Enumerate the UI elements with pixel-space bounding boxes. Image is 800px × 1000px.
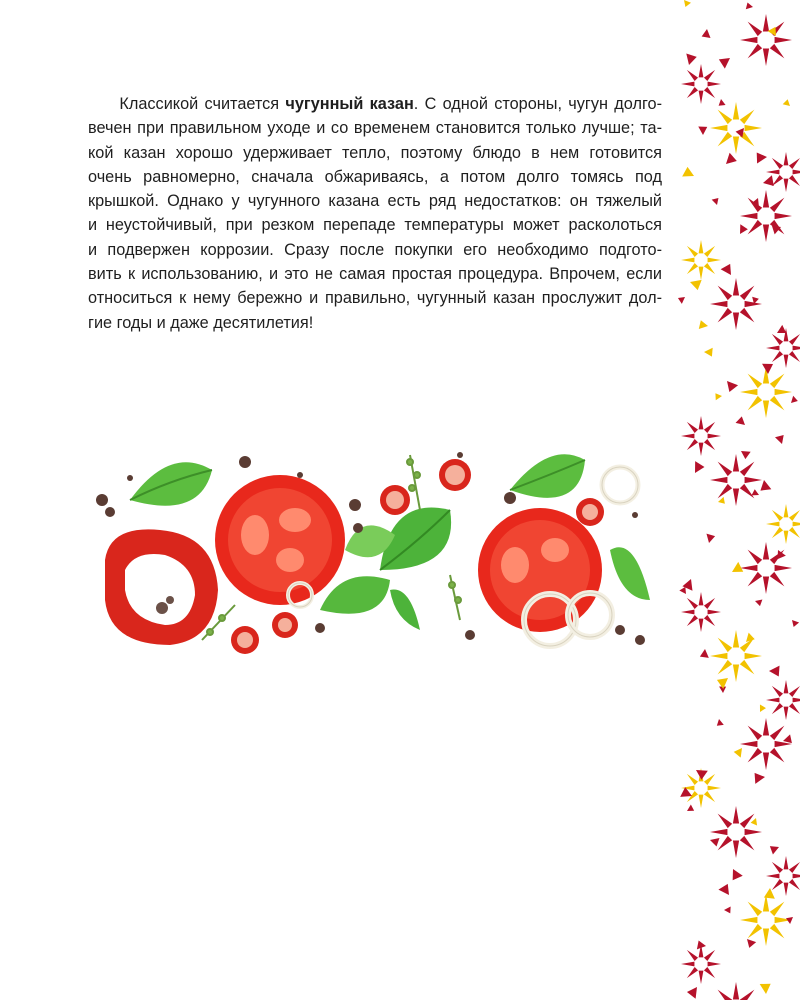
ornament-shard	[684, 0, 691, 7]
ornament-star-icon	[766, 680, 800, 720]
ornament-shard	[763, 173, 778, 188]
text-line-2: вечен при правильном уходе и со временем становится только лучше; та-	[88, 119, 662, 138]
ornament-shard	[762, 888, 778, 904]
ornament-star-icon	[740, 190, 792, 242]
ornament-shard	[695, 319, 708, 332]
text-line-6: и неустойчивый, при резком перепаде температуры может расколоться	[88, 216, 662, 235]
ornament-shard	[774, 432, 786, 444]
ornament-shard	[741, 448, 752, 459]
text-line-10: гие годы и даже десятилетия!	[88, 313, 314, 332]
ornament-shard	[704, 530, 717, 543]
ornament-shard	[679, 166, 694, 181]
ornament-shard	[752, 151, 767, 166]
ornament-star-icon	[766, 328, 800, 368]
ornament-shard	[693, 939, 706, 952]
ornament-star-icon	[740, 718, 792, 770]
ornament-star-icon	[681, 416, 721, 456]
ornament-shard	[755, 597, 765, 607]
ornament-shard	[759, 359, 774, 374]
ornament-star-icon	[681, 592, 721, 632]
tomato-slice-icon	[478, 508, 602, 632]
text-line-3: кой казан хорошо удерживает тепло, поэтому блюдо в нем готовится	[88, 143, 662, 162]
ornament-star-icon	[766, 856, 800, 896]
ornament-star-icon	[710, 806, 762, 858]
ornament-shard	[743, 2, 753, 12]
text-line-7: и подвержен коррозии. Сразу после покупки его необходимо подгото-	[88, 240, 662, 259]
ornament-shard	[687, 804, 695, 812]
ornament-star-icon	[740, 366, 792, 418]
ornament-shard	[792, 620, 799, 627]
ornament-shard	[718, 883, 730, 895]
ornament-shard	[757, 703, 766, 712]
text-line-9: относиться к нему бережно и правильно, чугунный казан прослужит дол-	[88, 289, 662, 308]
highlighted-term: чугунный казан	[285, 95, 414, 113]
ornament-shard	[700, 29, 713, 42]
text-line-8: вить к использованию, и это не самая простая процедура. Впрочем, если	[88, 265, 662, 284]
ornament-star-icon	[710, 454, 762, 506]
ornament-shard	[716, 719, 726, 729]
ornament-shard	[782, 99, 790, 107]
ornament-shard	[731, 869, 744, 882]
basil-leaf-icon	[320, 576, 390, 614]
ornament-star-icon	[681, 944, 721, 984]
ornament-shard	[690, 276, 705, 291]
text-run: . С одной стороны, чугун долго-	[413, 95, 663, 113]
decorative-ornament-border	[676, 0, 800, 1000]
text-line-5: крышкой. Однако у чугунного казана есть ряд недостатков: он тяжелый	[88, 192, 662, 211]
ornament-shard	[718, 57, 730, 69]
text-line-1	[88, 92, 662, 116]
ornament-shard	[696, 767, 710, 781]
ornament-shard	[686, 987, 699, 1000]
ornament-shard	[733, 748, 744, 759]
ornament-shard	[710, 835, 722, 847]
ornament-shard	[720, 263, 732, 275]
ornament-star-icon	[710, 278, 762, 330]
ornament-shard	[759, 480, 774, 495]
ornament-shard	[737, 222, 749, 234]
ornament-shard	[699, 649, 712, 662]
ornament-star-icon	[766, 152, 800, 192]
ornament-star-icon	[710, 630, 762, 682]
vegetables-illustration	[90, 440, 660, 670]
ornament-shard	[704, 345, 717, 358]
ornament-shard	[727, 381, 738, 392]
body-paragraph	[88, 92, 662, 335]
ornament-shard	[724, 905, 734, 915]
ornament-star-icon	[740, 542, 792, 594]
ornament-shard	[725, 152, 737, 164]
ornament-shard	[750, 818, 760, 828]
ornament-shard	[712, 392, 722, 402]
ornament-shard	[735, 416, 745, 426]
ornament-shard	[750, 771, 765, 786]
ornament-shard	[717, 99, 727, 109]
ornament-shard	[747, 939, 756, 948]
ornament-star-icon	[740, 894, 792, 946]
ornament-star-icon	[710, 102, 762, 154]
ornament-shard	[696, 122, 709, 135]
basil-leaf-icon	[610, 547, 650, 600]
ornament-shard	[678, 297, 685, 304]
ornament-shard	[757, 979, 772, 994]
ornament-shard	[769, 663, 785, 679]
ornament-shard	[711, 196, 720, 205]
ornament-shard	[750, 489, 759, 498]
ornament-star-icon	[681, 240, 721, 280]
ornament-shard	[768, 844, 779, 855]
basil-leaf-icon	[510, 454, 585, 498]
basil-leaf-icon	[390, 590, 420, 631]
ornament-star-icon	[681, 64, 721, 104]
red-pepper-icon	[105, 529, 218, 645]
text-line-4: очень равномерно, сначала обжариваясь, а потом долго томясь под	[88, 167, 662, 186]
ornament-shard	[790, 395, 798, 403]
ornament-shard	[683, 50, 698, 65]
basil-leaf-icon	[130, 462, 212, 506]
ornament-star-icon	[766, 504, 800, 544]
ornament-star-icon	[710, 982, 762, 1000]
ornament-shard	[745, 632, 755, 642]
ornament-star-icon	[740, 14, 792, 66]
tomato-slice-icon	[215, 475, 345, 605]
text-run: Классикой считается	[119, 95, 286, 113]
ornament-shard	[691, 459, 705, 473]
ornament-shard	[717, 678, 728, 689]
